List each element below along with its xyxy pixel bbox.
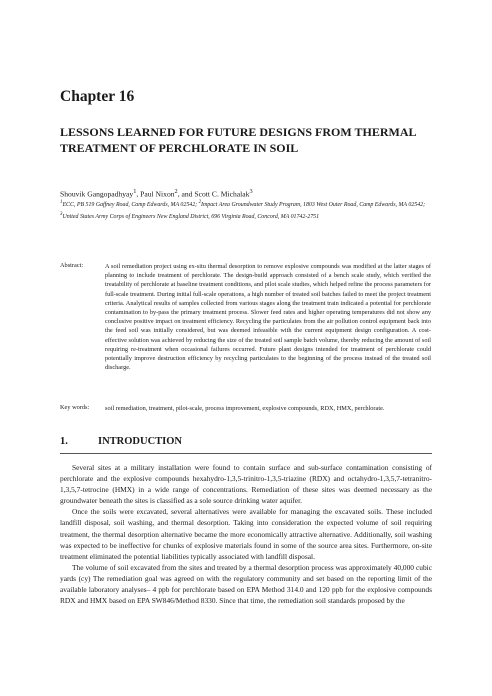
- keywords-label: Key words:: [60, 404, 90, 411]
- author-1: Shouvik Gangopadhyay: [60, 189, 134, 199]
- author-2-sup: 2: [174, 188, 178, 195]
- affiliations: [60, 198, 440, 223]
- paragraph-1: Several sites at a military installation were found to contain surface and sub-surface contamination consisting of perchlorate and the explosive compounds hexahydro-1,3,5-trinitro-1,3,5-triazine (RDX) and octahydro-1,3,5,7-tetranitro-1,3,5,7-tetrocine (HMX) in a wide range of concentrations. Remediation of these sites was deemed necessary as the groundwater beneath the sites is classified as a sole source drinking water aquifer.: [60, 463, 432, 506]
- affil-3: United States Army Corps of Engineers New England District, 696 Virginia Road, Concord, MA 01742-2751: [62, 214, 320, 221]
- affil-2-sup: 2: [198, 200, 202, 205]
- author-3: Scott C. Michalak: [194, 189, 250, 199]
- paper-title: LESSONS LEARNED FOR FUTURE DESIGNS FROM THERMAL TREATMENT OF PERCHLORATE IN SOIL: [60, 125, 416, 155]
- affil-1-sup: 1: [60, 200, 63, 205]
- author-3-sup: 3: [249, 188, 253, 195]
- section-number: 1.: [60, 436, 68, 447]
- author-separator: , and: [177, 189, 195, 199]
- affil-3-sup: 3: [60, 212, 63, 218]
- section-heading: [60, 436, 182, 447]
- keywords-text: soil remediation, treatment, pilot-scale, process improvement, explosive compounds, RDX, HMX, perchlorate.: [105, 405, 385, 412]
- abstract-text: A soil remediation project using ex-situ thermal desorption to remove explosive compounds was modified at the latter stages of planning to include treatment of perchlorate. The design-build approach consisted of a bench scale study, which verified the treatability of perchlorate at baseline treatment conditions, and pilot scale studies, which helped refine the process parameters for full-scale treatment. During initial full-scale operations, a high number of treated soil batches failed to meet the project treatment criteria. Analytical results of samples collected from various stages along the treatment train indicated a potential for perchlorate contamination to by-pass the primary treatment process. Slower feed rates and higher operating temperatures did not show any conclusive positive impact on treatment efficiency. Recycling the particulates from the air pollution control equipment back into the feed soil was initially considered, but was deemed infeasible with the current equipment design configuration. A cost-effective solution was achieved by reducing the size of the treated soil sample batch volume, thereby reducing the amount of soil requiring re-treatment when occasional failures occurred. Future plant designs intended for treatment of perchlorate could potentially improve destruction efficiency by recycling particulates to the beginning of the process instead of the treated soil discharge.: [105, 263, 431, 372]
- affil-1: ECC, PB 519 Gaffney Road, Camp Edwards, MA 02542;: [62, 201, 199, 208]
- affil-2: Impact Area Groundwater Study Program, 1803 West Outer Road, Camp Edwards, MA 02542;: [201, 201, 426, 208]
- chapter-heading: Chapter 16: [60, 88, 135, 105]
- author-1-sup: 1: [133, 188, 137, 195]
- section-rule: [60, 453, 432, 454]
- abstract-label: Abstract:: [60, 262, 84, 269]
- paragraph-3: The volume of soil excavated from the sites and treated by a thermal desorption process was approximately 40,000 cubic yards (cy) The remediation goal was agreed on with the regulatory community and set based on the reporting limit of the available laboratory analyses– 4 ppb for perchlorate based on EPA Method 314.0 and 120 ppb for the explosive compounds RDX and HMX based on EPA SW846/Method 8330. Since that time, the remediation soil standards proposed by the: [60, 562, 432, 606]
- author-list: Shouvik Gangopadhyay$^1$, Paul Nixon$^2$, and Scott C. Michalak$^3$: [60, 188, 253, 199]
- paragraph-2: Once the soils were excavated, several alternatives were available for managing the excavated soils. These included landfill disposal, soil washing, and thermal desorption. Taking into consideration the expected volume of soil requiring treatment, the thermal desorption alternative became the more economically attractive alternative. Additionally, soil washing was expected to be ineffective for chunks of explosive materials found in some of the source area sites. Furthermore, on-site treatment eliminated the potential liabilities typically associated with landfill disposal.: [60, 507, 432, 561]
- section-title: INTRODUCTION: [98, 436, 183, 447]
- body-text: [60, 462, 432, 606]
- author-2: Paul Nixon: [140, 189, 175, 199]
